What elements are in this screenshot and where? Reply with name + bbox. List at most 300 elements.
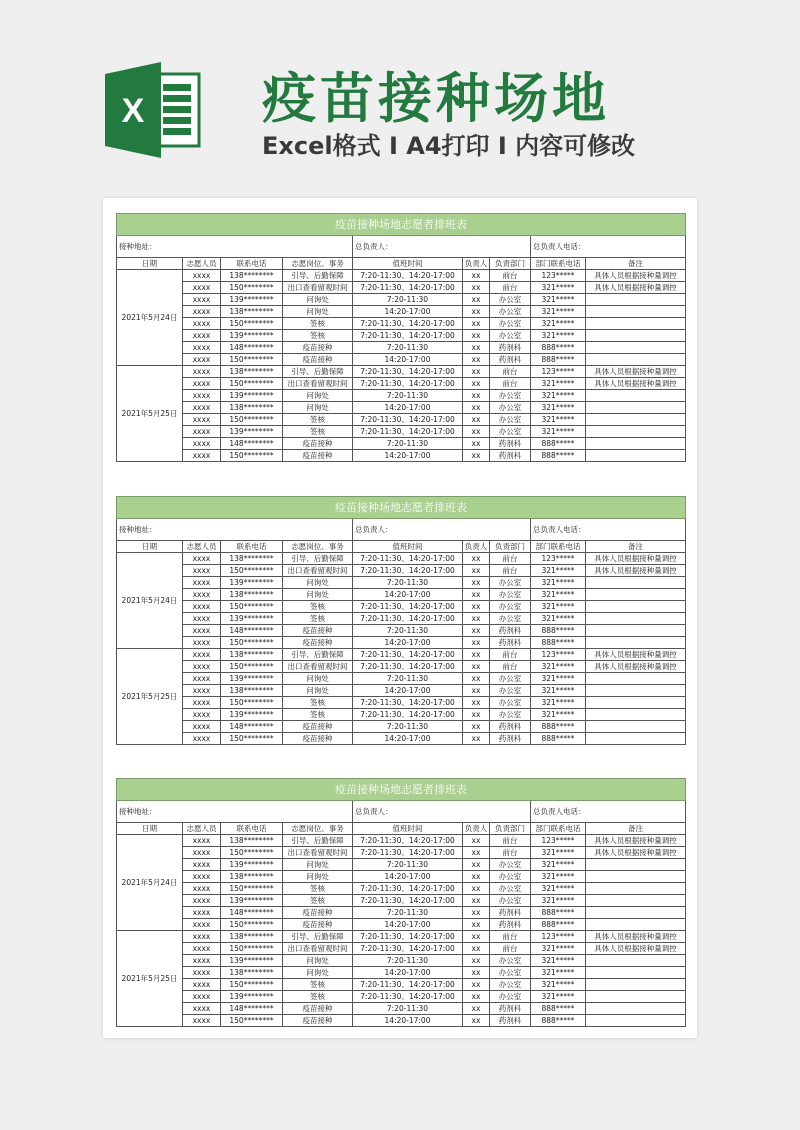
table-cell: xxxx	[183, 919, 221, 931]
table-cell: 14:20-17:00	[353, 402, 463, 414]
table-cell: 药剂科	[490, 919, 531, 931]
table-cell: xxxx	[183, 438, 221, 450]
table-cell: 139********	[221, 859, 283, 871]
table-cell: 疫苗接种	[283, 721, 353, 733]
column-header: 日期	[117, 823, 183, 835]
table-cell: xxxx	[183, 895, 221, 907]
table-cell: 引导、后勤保障	[283, 835, 353, 847]
table-cell: xx	[463, 697, 490, 709]
table-cell	[586, 414, 686, 426]
table-cell: 150********	[221, 282, 283, 294]
table-cell: 办公室	[490, 390, 531, 402]
table-cell: 7:20-11:30、14:20-17:00	[353, 366, 463, 378]
table-cell: 150********	[221, 565, 283, 577]
table-cell: 321*****	[531, 318, 586, 330]
table-cell: 7:20-11:30、14:20-17:00	[353, 661, 463, 673]
table-cell: 321*****	[531, 859, 586, 871]
column-header: 备注	[586, 823, 686, 835]
table-row	[117, 931, 686, 943]
table-cell: 7:20-11:30、14:20-17:00	[353, 426, 463, 438]
table-cell: 疫苗接种	[283, 625, 353, 637]
table-cell: 321*****	[531, 673, 586, 685]
table-cell: 具体人员根据接种量调控	[586, 282, 686, 294]
table-cell: 药剂科	[490, 721, 531, 733]
table-cell: 办公室	[490, 318, 531, 330]
table-cell: 7:20-11:30、14:20-17:00	[353, 601, 463, 613]
table-cell: xxxx	[183, 871, 221, 883]
table-cell: 7:20-11:30	[353, 577, 463, 589]
table-row	[117, 438, 686, 450]
table-cell: xxxx	[183, 685, 221, 697]
table-cell: 疫苗接种	[283, 342, 353, 354]
table-cell: 888*****	[531, 354, 586, 366]
table-cell: 签核	[283, 895, 353, 907]
table-cell	[586, 577, 686, 589]
date-cell: 2021年5月25日	[117, 931, 183, 1027]
table-cell: xx	[463, 402, 490, 414]
table-cell: 150********	[221, 919, 283, 931]
address-label: 接种地址：	[117, 519, 353, 541]
table-cell: 出口查看留观时间	[283, 565, 353, 577]
table-cell: 139********	[221, 577, 283, 589]
table-cell: 问询处	[283, 685, 353, 697]
table-cell: 7:20-11:30、14:20-17:00	[353, 270, 463, 282]
table-cell: xx	[463, 565, 490, 577]
table-cell: 办公室	[490, 294, 531, 306]
table-cell: xx	[463, 625, 490, 637]
table-cell: 321*****	[531, 390, 586, 402]
table-cell: 148********	[221, 342, 283, 354]
table-cell: 138********	[221, 871, 283, 883]
table-cell: 148********	[221, 721, 283, 733]
table-cell: 139********	[221, 991, 283, 1003]
schedule-table	[116, 213, 686, 462]
table-cell: 150********	[221, 883, 283, 895]
table-cell: 签核	[283, 613, 353, 625]
table-cell: xx	[463, 589, 490, 601]
table-cell: xxxx	[183, 883, 221, 895]
table-cell: xxxx	[183, 330, 221, 342]
table-cell: 7:20-11:30、14:20-17:00	[353, 565, 463, 577]
table-cell: 7:20-11:30	[353, 390, 463, 402]
table-row	[117, 697, 686, 709]
table-cell: xxxx	[183, 577, 221, 589]
table-row	[117, 565, 686, 577]
table-cell: 具体人员根据接种量调控	[586, 378, 686, 390]
table-cell: 138********	[221, 967, 283, 979]
table-cell: 150********	[221, 450, 283, 462]
table-cell: 引导、后勤保障	[283, 649, 353, 661]
table-cell: 150********	[221, 637, 283, 649]
column-header: 志愿人员	[183, 823, 221, 835]
table-cell: 150********	[221, 979, 283, 991]
table-cell: 139********	[221, 673, 283, 685]
table-cell: 前台	[490, 943, 531, 955]
table-cell: 具体人员根据接种量调控	[586, 661, 686, 673]
table-cell: xxxx	[183, 1003, 221, 1015]
table-cell: 药剂科	[490, 438, 531, 450]
table-cell: 7:20-11:30	[353, 342, 463, 354]
table-cell: 前台	[490, 649, 531, 661]
table-cell	[586, 330, 686, 342]
column-header: 备注	[586, 541, 686, 553]
table-row	[117, 625, 686, 637]
table-cell: 148********	[221, 907, 283, 919]
table-cell: 321*****	[531, 402, 586, 414]
table-cell: xxxx	[183, 402, 221, 414]
table-row	[117, 709, 686, 721]
table-cell: 7:20-11:30、14:20-17:00	[353, 282, 463, 294]
table-cell: 150********	[221, 354, 283, 366]
table-cell: 123*****	[531, 366, 586, 378]
column-header: 负责人	[463, 541, 490, 553]
column-header: 值班时间	[353, 823, 463, 835]
table-cell: xxxx	[183, 979, 221, 991]
table-cell: 问询处	[283, 402, 353, 414]
table-cell: xx	[463, 883, 490, 895]
table-cell: 888*****	[531, 919, 586, 931]
table-cell: 7:20-11:30	[353, 438, 463, 450]
table-cell: 签核	[283, 709, 353, 721]
table-cell: 139********	[221, 895, 283, 907]
excel-logo-icon	[103, 60, 203, 160]
schedule-table	[116, 496, 686, 745]
table-cell: 引导、后勤保障	[283, 270, 353, 282]
table-cell: 7:20-11:30、14:20-17:00	[353, 318, 463, 330]
table-cell: xx	[463, 979, 490, 991]
table-cell: xx	[463, 318, 490, 330]
table-cell: xx	[463, 366, 490, 378]
table-cell: xx	[463, 577, 490, 589]
table-cell: 123*****	[531, 931, 586, 943]
table-cell	[586, 1015, 686, 1027]
table-cell: 321*****	[531, 414, 586, 426]
table-row	[117, 342, 686, 354]
date-cell: 2021年5月24日	[117, 270, 183, 366]
table-cell: 疫苗接种	[283, 1015, 353, 1027]
table-cell: 888*****	[531, 1003, 586, 1015]
sheet-title: 疫苗接种场地志愿者排班表	[117, 214, 686, 236]
table-cell: 具体人员根据接种量调控	[586, 553, 686, 565]
table-cell: 150********	[221, 414, 283, 426]
table-cell: xx	[463, 1003, 490, 1015]
table-cell	[586, 625, 686, 637]
table-cell: 前台	[490, 661, 531, 673]
table-cell	[586, 697, 686, 709]
table-cell: 办公室	[490, 955, 531, 967]
table-cell: 前台	[490, 931, 531, 943]
table-cell: 888*****	[531, 637, 586, 649]
table-row	[117, 979, 686, 991]
table-cell: xx	[463, 685, 490, 697]
date-cell: 2021年5月25日	[117, 366, 183, 462]
table-cell: 签核	[283, 426, 353, 438]
table-cell: 办公室	[490, 871, 531, 883]
table-cell: xxxx	[183, 366, 221, 378]
table-cell: 具体人员根据接种量调控	[586, 270, 686, 282]
document-page	[103, 198, 697, 1038]
table-cell: 问询处	[283, 294, 353, 306]
table-cell	[586, 318, 686, 330]
table-cell: 888*****	[531, 625, 586, 637]
column-header: 负责部门	[490, 258, 531, 270]
table-cell: xx	[463, 907, 490, 919]
table-cell: 引导、后勤保障	[283, 366, 353, 378]
sheet-title: 疫苗接种场地志愿者排班表	[117, 779, 686, 801]
table-cell: 7:20-11:30、14:20-17:00	[353, 697, 463, 709]
table-cell: xxxx	[183, 601, 221, 613]
table-cell: 办公室	[490, 967, 531, 979]
column-header: 志愿人员	[183, 541, 221, 553]
manager-label: 总负责人：	[353, 236, 531, 258]
table-cell: xx	[463, 661, 490, 673]
table-cell: 办公室	[490, 306, 531, 318]
table-cell: 321*****	[531, 883, 586, 895]
date-cell: 2021年5月24日	[117, 835, 183, 931]
table-cell	[586, 685, 686, 697]
table-cell: xx	[463, 835, 490, 847]
table-cell: 321*****	[531, 565, 586, 577]
table-cell: xx	[463, 414, 490, 426]
table-cell: 出口查看留观时间	[283, 943, 353, 955]
table-cell: xx	[463, 306, 490, 318]
table-cell: xxxx	[183, 306, 221, 318]
column-header: 负责人	[463, 823, 490, 835]
table-cell: 7:20-11:30	[353, 625, 463, 637]
table-row	[117, 414, 686, 426]
table-cell: 7:20-11:30、14:20-17:00	[353, 330, 463, 342]
table-cell: 引导、后勤保障	[283, 931, 353, 943]
column-header: 志愿岗位、事务	[283, 541, 353, 553]
table-cell: 139********	[221, 390, 283, 402]
table-cell: xx	[463, 859, 490, 871]
table-cell: 321*****	[531, 871, 586, 883]
table-cell: 888*****	[531, 907, 586, 919]
table-cell: 321*****	[531, 847, 586, 859]
table-cell: 14:20-17:00	[353, 589, 463, 601]
table-cell: 具体人员根据接种量调控	[586, 943, 686, 955]
table-cell: 办公室	[490, 979, 531, 991]
table-row	[117, 673, 686, 685]
address-label: 接种地址：	[117, 801, 353, 823]
table-cell: 150********	[221, 378, 283, 390]
table-row	[117, 883, 686, 895]
table-cell	[586, 589, 686, 601]
table-cell	[586, 919, 686, 931]
header-row	[117, 823, 686, 835]
table-cell: xx	[463, 733, 490, 745]
table-cell: 办公室	[490, 709, 531, 721]
table-cell: xxxx	[183, 282, 221, 294]
table-row	[117, 294, 686, 306]
table-cell: xxxx	[183, 426, 221, 438]
table-cell	[586, 991, 686, 1003]
table-cell: xx	[463, 330, 490, 342]
table-cell: 139********	[221, 294, 283, 306]
column-header: 日期	[117, 541, 183, 553]
table-cell: xxxx	[183, 955, 221, 967]
table-cell: xxxx	[183, 649, 221, 661]
manager-phone-label: 总负责人电话：	[531, 801, 686, 823]
table-cell: xx	[463, 553, 490, 565]
table-cell: 签核	[283, 330, 353, 342]
table-row	[117, 589, 686, 601]
table-row	[117, 661, 686, 673]
table-cell: 签核	[283, 979, 353, 991]
table-cell: 问询处	[283, 589, 353, 601]
table-row	[117, 871, 686, 883]
table-cell: 前台	[490, 378, 531, 390]
table-cell: 321*****	[531, 378, 586, 390]
table-cell: 321*****	[531, 661, 586, 673]
table-cell: xx	[463, 871, 490, 883]
table-row	[117, 354, 686, 366]
column-header: 志愿岗位、事务	[283, 258, 353, 270]
table-cell: 888*****	[531, 721, 586, 733]
table-cell	[586, 907, 686, 919]
column-header: 负责部门	[490, 823, 531, 835]
table-cell: 7:20-11:30、14:20-17:00	[353, 414, 463, 426]
table-cell: 138********	[221, 589, 283, 601]
table-cell: 疫苗接种	[283, 1003, 353, 1015]
table-cell: 123*****	[531, 270, 586, 282]
table-cell: 150********	[221, 697, 283, 709]
table-cell: xx	[463, 919, 490, 931]
table-cell: 疫苗接种	[283, 733, 353, 745]
schedule-table	[116, 778, 686, 1027]
column-header: 负责部门	[490, 541, 531, 553]
table-cell: 疫苗接种	[283, 450, 353, 462]
table-cell: 14:20-17:00	[353, 871, 463, 883]
table-cell: 问询处	[283, 306, 353, 318]
table-cell: 前台	[490, 553, 531, 565]
table-cell: xx	[463, 354, 490, 366]
table-cell: xx	[463, 270, 490, 282]
table-cell: 150********	[221, 943, 283, 955]
table-cell: 7:20-11:30、14:20-17:00	[353, 895, 463, 907]
page-title: 疫苗接种场地	[262, 67, 610, 130]
table-cell: 签核	[283, 601, 353, 613]
table-cell: 药剂科	[490, 1015, 531, 1027]
column-header: 联系电话	[221, 541, 283, 553]
table-cell: 办公室	[490, 685, 531, 697]
table-row	[117, 282, 686, 294]
table-cell: xx	[463, 294, 490, 306]
table-cell	[586, 709, 686, 721]
table-cell	[586, 354, 686, 366]
table-row	[117, 649, 686, 661]
table-cell: 药剂科	[490, 907, 531, 919]
table-cell: 具体人员根据接种量调控	[586, 649, 686, 661]
table-row	[117, 733, 686, 745]
table-cell: xxxx	[183, 967, 221, 979]
table-cell: xxxx	[183, 553, 221, 565]
table-cell: 问询处	[283, 967, 353, 979]
table-cell: xxxx	[183, 859, 221, 871]
table-cell: 7:20-11:30、14:20-17:00	[353, 835, 463, 847]
table-cell: 138********	[221, 931, 283, 943]
table-cell: 14:20-17:00	[353, 354, 463, 366]
table-cell: 150********	[221, 318, 283, 330]
table-cell: 138********	[221, 366, 283, 378]
table-row	[117, 943, 686, 955]
table-cell: 7:20-11:30	[353, 859, 463, 871]
table-cell: 药剂科	[490, 354, 531, 366]
table-row	[117, 991, 686, 1003]
table-cell: 问询处	[283, 577, 353, 589]
table-cell: 疫苗接种	[283, 438, 353, 450]
table-cell: 药剂科	[490, 625, 531, 637]
table-row	[117, 378, 686, 390]
table-cell: 321*****	[531, 955, 586, 967]
table-cell: 138********	[221, 685, 283, 697]
column-header: 联系电话	[221, 823, 283, 835]
table-cell: 药剂科	[490, 1003, 531, 1015]
table-cell: 药剂科	[490, 637, 531, 649]
table-row	[117, 402, 686, 414]
table-row	[117, 637, 686, 649]
table-cell: 321*****	[531, 589, 586, 601]
table-row	[117, 847, 686, 859]
table-cell: 14:20-17:00	[353, 306, 463, 318]
table-cell: 321*****	[531, 306, 586, 318]
table-cell: xx	[463, 390, 490, 402]
table-cell: 138********	[221, 553, 283, 565]
svg-text:X: X	[121, 92, 145, 130]
table-cell: 具体人员根据接种量调控	[586, 565, 686, 577]
table-cell: 150********	[221, 1015, 283, 1027]
table-cell: 7:20-11:30、14:20-17:00	[353, 847, 463, 859]
table-cell: 139********	[221, 955, 283, 967]
table-cell	[586, 883, 686, 895]
table-cell: 138********	[221, 270, 283, 282]
table-cell: xxxx	[183, 414, 221, 426]
sheet-title: 疫苗接种场地志愿者排班表	[117, 497, 686, 519]
table-cell: 321*****	[531, 967, 586, 979]
table-cell: 7:20-11:30、14:20-17:00	[353, 649, 463, 661]
table-cell: 具体人员根据接种量调控	[586, 366, 686, 378]
table-cell	[586, 733, 686, 745]
table-cell: 138********	[221, 402, 283, 414]
table-cell: xxxx	[183, 270, 221, 282]
table-cell	[586, 426, 686, 438]
table-cell: 7:20-11:30、14:20-17:00	[353, 931, 463, 943]
table-cell	[586, 967, 686, 979]
table-cell: 7:20-11:30、14:20-17:00	[353, 553, 463, 565]
table-cell	[586, 859, 686, 871]
table-cell: 14:20-17:00	[353, 919, 463, 931]
table-cell	[586, 450, 686, 462]
table-cell: xxxx	[183, 565, 221, 577]
table-cell: 150********	[221, 733, 283, 745]
table-cell: 888*****	[531, 450, 586, 462]
table-cell: xxxx	[183, 907, 221, 919]
table-cell: xxxx	[183, 637, 221, 649]
table-row	[117, 721, 686, 733]
table-cell: 14:20-17:00	[353, 967, 463, 979]
address-label: 接种地址：	[117, 236, 353, 258]
table-cell: xxxx	[183, 661, 221, 673]
table-cell: 888*****	[531, 733, 586, 745]
table-row	[117, 955, 686, 967]
table-cell: xx	[463, 378, 490, 390]
column-header: 联系电话	[221, 258, 283, 270]
table-cell: xxxx	[183, 1015, 221, 1027]
table-cell: 办公室	[490, 414, 531, 426]
table-row	[117, 270, 686, 282]
table-cell: xxxx	[183, 390, 221, 402]
table-cell: 139********	[221, 426, 283, 438]
